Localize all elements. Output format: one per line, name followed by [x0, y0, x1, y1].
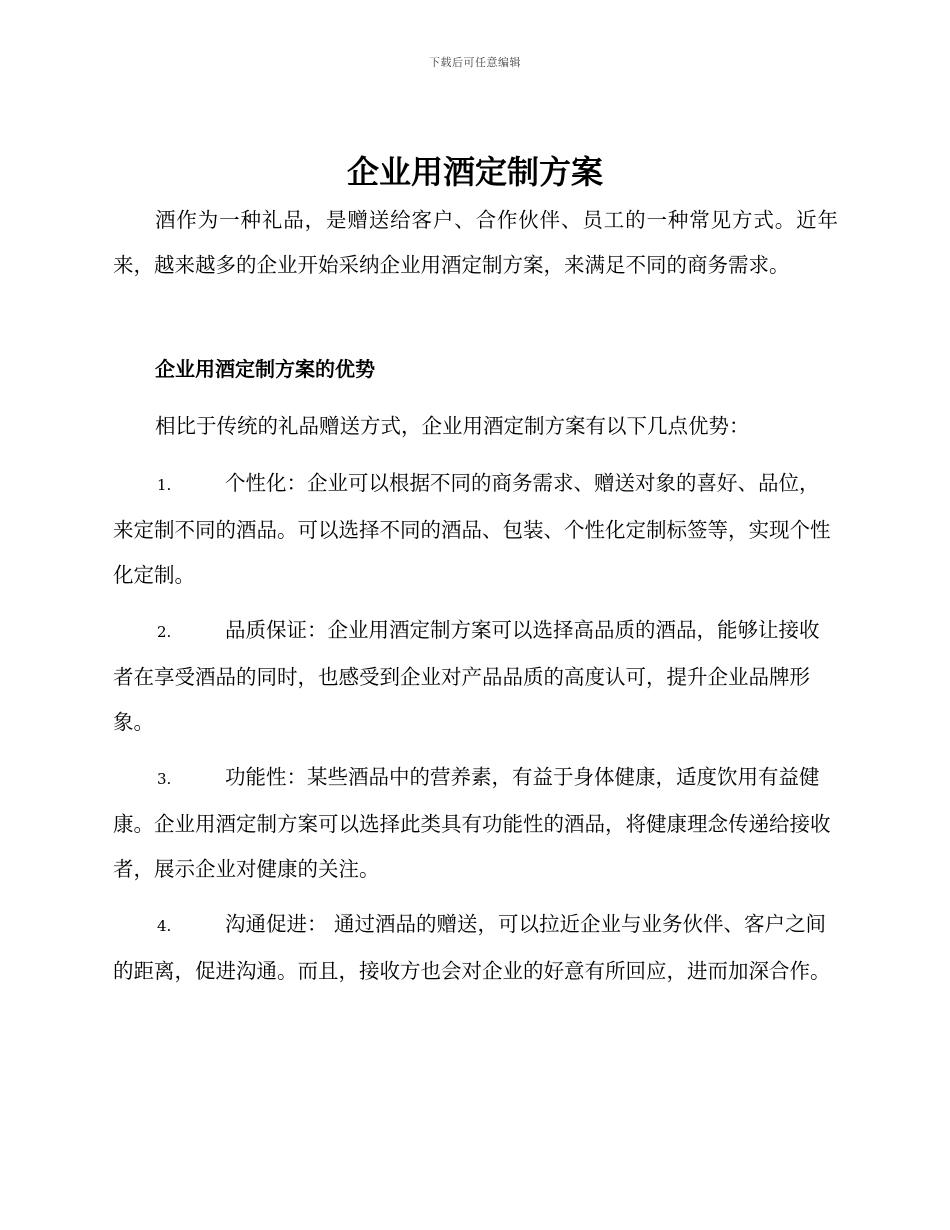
list-item-text: 沟通促进： 通过酒品的赠送，可以拉近企业与业务伙伴、客户之间的距离，促进沟通。而且，接收方也会对企业的好意有所回应，进而加深合作。	[113, 912, 831, 983]
list-item-text: 品质保证：企业用酒定制方案可以选择高品质的酒品，能够让接收者在享受酒品的同时，也感受到企业对产品品质的高度认可，提升企业品牌形象。	[113, 618, 820, 734]
section-heading: 企业用酒定制方案的优势	[155, 357, 375, 381]
list-item-number: 2.	[157, 623, 172, 641]
list-item	[113, 608, 838, 745]
section-intro-paragraph: 相比于传统的礼品赠送方式，企业用酒定制方案有以下几点优势：	[155, 414, 750, 438]
document-title: 企业用酒定制方案	[346, 153, 603, 191]
list-item-text: 个性化：企业可以根据不同的商务需求、赠送对象的喜好、品位，来定制不同的酒品。可以选择不同的酒品、包装、个性化定制标签等，实现个性化定制。	[113, 471, 831, 587]
list-item-number: 3.	[157, 770, 172, 788]
list-item	[113, 755, 838, 892]
header-note: 下载后可任意编辑	[429, 56, 521, 69]
list-item	[113, 902, 838, 994]
intro-paragraph: 酒作为一种礼品，是赠送给客户、合作伙伴、员工的一种常见方式。近年来，越来越多的企业开始采纳企业用酒定制方案，来满足不同的商务需求。	[113, 208, 838, 277]
list-item-text: 功能性：某些酒品中的营养素，有益于身体健康，适度饮用有益健康。企业用酒定制方案可以选择此类具有功能性的酒品，将健康理念传递给接收者，展示企业对健康的关注。	[113, 765, 831, 881]
list-item	[113, 461, 838, 598]
list-item-number: 4.	[157, 917, 172, 935]
list-item-number: 1.	[157, 476, 172, 494]
